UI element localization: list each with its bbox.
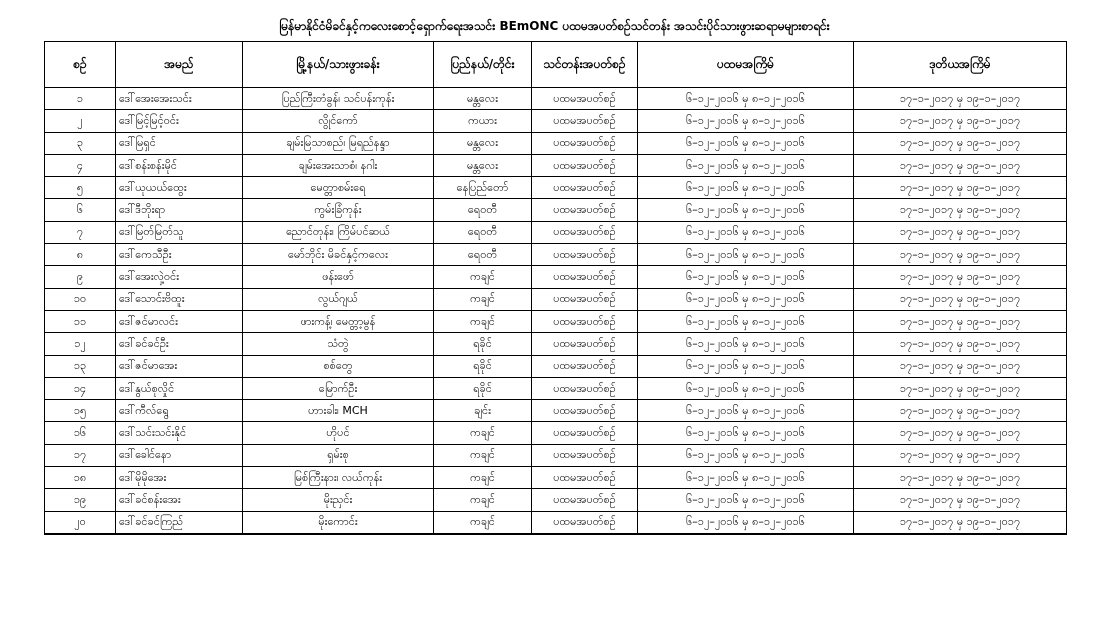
cell-first-session: ၆–၁၂–၂၀၁၆ မှ ၈–၁၂–၂၀၁၆ bbox=[638, 355, 854, 377]
cell-number: ၈ bbox=[45, 244, 116, 266]
cell-number: ၁၈ bbox=[45, 467, 116, 489]
cell-course: ပထမအပတ်စဉ် bbox=[532, 400, 638, 422]
cell-name: ဒေါ်ကေသီဦး bbox=[116, 244, 243, 266]
cell-number: ၄ bbox=[45, 154, 116, 176]
cell-number: ၂ bbox=[45, 110, 116, 132]
document-title: မြန်မာနိုင်ငံမိခင်နှင့်ကလေးစောင့်ရှောက်ရေးအသင်း BEmONC ပထမအပတ်စဉ်သင်တန်း အသင်းပိုင်သားဖွားဆရာမများစာရင်း bbox=[279, 19, 830, 33]
cell-first-session: ၆–၁၂–၂၀၁၆ မှ ၈–၁၂–၂၀၁၆ bbox=[638, 244, 854, 266]
cell-number: ၁၄ bbox=[45, 377, 116, 399]
cell-second-session: ၁၇–၁–၂၀၁၇ မှ ၁၉–၁–၂၀၁၇ bbox=[854, 444, 1067, 466]
col-header-township: မြို့နယ်/သားဖွားခန်း bbox=[243, 42, 434, 88]
cell-name: ဒေါ်မြရှင် bbox=[116, 132, 243, 154]
col-header-region: ပြည်နယ်/တိုင်း bbox=[434, 42, 532, 88]
table-row bbox=[45, 288, 1067, 310]
cell-second-session: ၁၇–၁–၂၀၁၇ မှ ၁၉–၁–၂၀၁၇ bbox=[854, 489, 1067, 511]
cell-first-session: ၆–၁၂–၂၀၁၆ မှ ၈–၁၂–၂၀၁၆ bbox=[638, 422, 854, 444]
cell-second-session: ၁၇–၁–၂၀၁၇ မှ ၁၉–၁–၂၀၁၇ bbox=[854, 221, 1067, 243]
cell-first-session: ၆–၁၂–၂၀၁၆ မှ ၈–၁၂–၂၀၁၆ bbox=[638, 333, 854, 355]
col-header-second-session: ဒုတိယအကြိမ် bbox=[854, 42, 1067, 88]
cell-region: နေပြည်တော် bbox=[434, 177, 532, 199]
table-row bbox=[45, 221, 1067, 243]
cell-second-session: ၁၇–၁–၂၀၁၇ မှ ၁၉–၁–၂၀၁၇ bbox=[854, 177, 1067, 199]
cell-first-session: ၆–၁၂–၂၀၁၆ မှ ၈–၁၂–၂၀၁၆ bbox=[638, 400, 854, 422]
cell-township: ကွမ်းခြံကုန်း bbox=[243, 199, 434, 221]
cell-region: ရေ၀တီ bbox=[434, 221, 532, 243]
cell-first-session: ၆–၁၂–၂၀၁၆ မှ ၈–၁၂–၂၀၁၆ bbox=[638, 221, 854, 243]
cell-region: ကချင် bbox=[434, 489, 532, 511]
col-header-name: အမည် bbox=[116, 42, 243, 88]
cell-first-session: ၆–၁၂–၂၀၁၆ မှ ၈–၁၂–၂၀၁၆ bbox=[638, 467, 854, 489]
cell-township: ဖန်းဖော် bbox=[243, 266, 434, 288]
cell-course: ပထမအပတ်စဉ် bbox=[532, 511, 638, 534]
cell-first-session: ၆–၁၂–၂၀၁၆ မှ ၈–၁၂–၂၀၁၆ bbox=[638, 266, 854, 288]
table-row bbox=[45, 177, 1067, 199]
cell-name: ဒေါ်သောင်းဗိထူး bbox=[116, 288, 243, 310]
cell-second-session: ၁၇–၁–၂၀၁၇ မှ ၁၉–၁–၂၀၁၇ bbox=[854, 511, 1067, 534]
table-row bbox=[45, 422, 1067, 444]
table-row bbox=[45, 199, 1067, 221]
col-header-first-session: ပထမအကြိမ် bbox=[638, 42, 854, 88]
cell-course: ပထမအပတ်စဉ် bbox=[532, 88, 638, 110]
cell-township: ဟားခါး၊ MCH bbox=[243, 400, 434, 422]
cell-number: ၁၁ bbox=[45, 310, 116, 332]
cell-first-session: ၆–၁၂–၂၀၁၆ မှ ၈–၁၂–၂၀၁၆ bbox=[638, 154, 854, 176]
cell-region: ရခိုင် bbox=[434, 333, 532, 355]
cell-region: မန္တလေး bbox=[434, 154, 532, 176]
cell-region: ကယား bbox=[434, 110, 532, 132]
cell-course: ပထမအပတ်စဉ် bbox=[532, 377, 638, 399]
table-row bbox=[45, 511, 1067, 534]
participant-table bbox=[44, 41, 1067, 535]
cell-course: ပထမအပတ်စဉ် bbox=[532, 288, 638, 310]
cell-township: ရှမ်းစု bbox=[243, 444, 434, 466]
cell-number: ၁၂ bbox=[45, 333, 116, 355]
cell-number: ၁၆ bbox=[45, 422, 116, 444]
cell-second-session: ၁၇–၁–၂၀၁၇ မှ ၁၉–၁–၂၀၁၇ bbox=[854, 377, 1067, 399]
cell-name: ဒေါ်ခင်စန်းအေး bbox=[116, 489, 243, 511]
cell-number: ၇ bbox=[45, 221, 116, 243]
cell-township: မော်ဘိုင်း မိခင်နှင့်ကလေး bbox=[243, 244, 434, 266]
table-row bbox=[45, 444, 1067, 466]
cell-township: ဟိုပင် bbox=[243, 422, 434, 444]
cell-township: လွိုင်ကော် bbox=[243, 110, 434, 132]
cell-second-session: ၁၇–၁–၂၀၁၇ မှ ၁၉–၁–၂၀၁၇ bbox=[854, 467, 1067, 489]
cell-course: ပထမအပတ်စဉ် bbox=[532, 310, 638, 332]
cell-first-session: ၆–၁၂–၂၀၁၆ မှ ၈–၁၂–၂၀၁၆ bbox=[638, 177, 854, 199]
cell-township: မိုးညှင်း bbox=[243, 489, 434, 511]
cell-first-session: ၆–၁၂–၂၀၁၆ မှ ၈–၁၂–၂၀၁၆ bbox=[638, 88, 854, 110]
cell-first-session: ၆–၁၂–၂၀၁၆ မှ ၈–၁၂–၂၀၁၆ bbox=[638, 377, 854, 399]
cell-name: ဒေါ်ဒီဘိုးရာ bbox=[116, 199, 243, 221]
cell-region: ကချင် bbox=[434, 422, 532, 444]
cell-name: ဒေါ်ဇင်မာလင်း bbox=[116, 310, 243, 332]
cell-number: ၉ bbox=[45, 266, 116, 288]
cell-region: မန္တလေး bbox=[434, 132, 532, 154]
cell-township: မိုးကောင်း bbox=[243, 511, 434, 534]
cell-first-session: ၆–၁၂–၂၀၁၆ မှ ၈–၁၂–၂၀၁၆ bbox=[638, 199, 854, 221]
table-row bbox=[45, 266, 1067, 288]
table-row bbox=[45, 400, 1067, 422]
cell-region: ရေ၀တီ bbox=[434, 199, 532, 221]
cell-first-session: ၆–၁၂–၂၀၁၆ မှ ၈–၁၂–၂၀၁၆ bbox=[638, 310, 854, 332]
cell-course: ပထမအပတ်စဉ် bbox=[532, 154, 638, 176]
cell-second-session: ၁၇–၁–၂၀၁၇ မှ ၁၉–၁–၂၀၁၇ bbox=[854, 422, 1067, 444]
cell-course: ပထမအပတ်စဉ် bbox=[532, 467, 638, 489]
cell-name: ဒေါ်မြတ်မြတ်သူ bbox=[116, 221, 243, 243]
cell-number: ၂၀ bbox=[45, 511, 116, 534]
cell-number: ၁၉ bbox=[45, 489, 116, 511]
cell-first-session: ၆–၁၂–၂၀၁၆ မှ ၈–၁၂–၂၀၁၆ bbox=[638, 288, 854, 310]
cell-second-session: ၁၇–၁–၂၀၁၇ မှ ၁၉–၁–၂၀၁၇ bbox=[854, 199, 1067, 221]
cell-name: ဒေါ်ခေါင်နော bbox=[116, 444, 243, 466]
cell-name: ဒေါ်ဇင်မာအေး bbox=[116, 355, 243, 377]
cell-course: ပထမအပတ်စဉ် bbox=[532, 444, 638, 466]
cell-number: ၁ bbox=[45, 88, 116, 110]
cell-township: ဖားကန့်၊ မေတ္တာ့မွန် bbox=[243, 310, 434, 332]
table-body bbox=[45, 88, 1067, 534]
cell-township: ညောင်တုန်း၊ ကြိမ်ပင်ဆယ် bbox=[243, 221, 434, 243]
cell-township: မြောက်ဦး bbox=[243, 377, 434, 399]
table-row bbox=[45, 310, 1067, 332]
cell-second-session: ၁၇–၁–၂၀၁၇ မှ ၁၉–၁–၂၀၁၇ bbox=[854, 244, 1067, 266]
cell-name: ဒေါ်ခင်ခင်ကြည် bbox=[116, 511, 243, 534]
col-header-number: စဉ် bbox=[45, 42, 116, 88]
cell-township: မေတ္တာစမ်းရေ bbox=[243, 177, 434, 199]
cell-course: ပထမအပတ်စဉ် bbox=[532, 132, 638, 154]
cell-second-session: ၁၇–၁–၂၀၁၇ မှ ၁၉–၁–၂၀၁၇ bbox=[854, 355, 1067, 377]
cell-second-session: ၁၇–၁–၂၀၁၇ မှ ၁၉–၁–၂၀၁၇ bbox=[854, 110, 1067, 132]
cell-second-session: ၁၇–၁–၂၀၁၇ မှ ၁၉–၁–၂၀၁၇ bbox=[854, 400, 1067, 422]
cell-name: ဒေါ်မိုမိုအေး bbox=[116, 467, 243, 489]
cell-second-session: ၁၇–၁–၂၀၁၇ မှ ၁၉–၁–၂၀၁၇ bbox=[854, 154, 1067, 176]
table-row bbox=[45, 467, 1067, 489]
cell-second-session: ၁၇–၁–၂၀၁၇ မှ ၁၉–၁–၂၀၁၇ bbox=[854, 266, 1067, 288]
table-row bbox=[45, 489, 1067, 511]
cell-second-session: ၁၇–၁–၂၀၁၇ မှ ၁၉–၁–၂၀၁၇ bbox=[854, 288, 1067, 310]
cell-course: ပထမအပတ်စဉ် bbox=[532, 333, 638, 355]
cell-township: ချမ်းမြသာစည်၊ မြရည်နန္ဒာ bbox=[243, 132, 434, 154]
cell-first-session: ၆–၁၂–၂၀၁၆ မှ ၈–၁၂–၂၀၁၆ bbox=[638, 444, 854, 466]
cell-number: ၆ bbox=[45, 199, 116, 221]
cell-course: ပထမအပတ်စဉ် bbox=[532, 110, 638, 132]
cell-region: ရခိုင် bbox=[434, 377, 532, 399]
cell-course: ပထမအပတ်စဉ် bbox=[532, 266, 638, 288]
cell-course: ပထမအပတ်စဉ် bbox=[532, 244, 638, 266]
cell-first-session: ၆–၁၂–၂၀၁၆ မှ ၈–၁၂–၂၀၁၆ bbox=[638, 132, 854, 154]
cell-name: ဒေါ်အေးအေးသင်း bbox=[116, 88, 243, 110]
cell-first-session: ၆–၁၂–၂၀၁၆ မှ ၈–၁၂–၂၀၁၆ bbox=[638, 489, 854, 511]
col-header-course: သင်တန်းအပတ်စဉ် bbox=[532, 42, 638, 88]
table-row bbox=[45, 88, 1067, 110]
cell-township: သံတွဲ bbox=[243, 333, 434, 355]
cell-township: မြစ်ကြီးနား၊ လယ်ကုန်း bbox=[243, 467, 434, 489]
table-row bbox=[45, 132, 1067, 154]
table-row bbox=[45, 355, 1067, 377]
cell-township: ပြည်ကြီးတံခွန်၊ သင်ပန်းကုန်း bbox=[243, 88, 434, 110]
table-header-row bbox=[45, 42, 1067, 88]
table-row bbox=[45, 154, 1067, 176]
table-row bbox=[45, 333, 1067, 355]
cell-region: မန္တလေး bbox=[434, 88, 532, 110]
cell-name: ဒေါ်သင်းသင်းနိုင် bbox=[116, 422, 243, 444]
cell-number: ၃ bbox=[45, 132, 116, 154]
cell-name: ဒေါ်ယုယယ်ထွေး bbox=[116, 177, 243, 199]
cell-township: လွယ်ဂျယ် bbox=[243, 288, 434, 310]
cell-second-session: ၁၇–၁–၂၀၁၇ မှ ၁၉–၁–၂၀၁၇ bbox=[854, 333, 1067, 355]
cell-number: ၁၃ bbox=[45, 355, 116, 377]
cell-course: ပထမအပတ်စဉ် bbox=[532, 422, 638, 444]
cell-name: ဒေါ်အေးလှဲ့ဝင်း bbox=[116, 266, 243, 288]
cell-region: ကချင် bbox=[434, 266, 532, 288]
cell-township: စစ်တွေ bbox=[243, 355, 434, 377]
cell-region: ကချင် bbox=[434, 288, 532, 310]
cell-name: ဒေါ်ကီလ်ရွေ bbox=[116, 400, 243, 422]
cell-course: ပထမအပတ်စဉ် bbox=[532, 355, 638, 377]
cell-second-session: ၁၇–၁–၂၀၁၇ မှ ၁၉–၁–၂၀၁၇ bbox=[854, 310, 1067, 332]
cell-name: ဒေါ်မြင့်မြင့်ဝင်း bbox=[116, 110, 243, 132]
cell-name: ဒေါ်စန်းစန်းမိုင် bbox=[116, 154, 243, 176]
table-row bbox=[45, 110, 1067, 132]
cell-name: ဒေါ်နွယ်စုလှိုင် bbox=[116, 377, 243, 399]
cell-course: ပထမအပတ်စဉ် bbox=[532, 199, 638, 221]
cell-number: ၁၀ bbox=[45, 288, 116, 310]
cell-course: ပထမအပတ်စဉ် bbox=[532, 489, 638, 511]
cell-number: ၁၇ bbox=[45, 444, 116, 466]
cell-region: ရခိုင် bbox=[434, 355, 532, 377]
cell-first-session: ၆–၁၂–၂၀၁၆ မှ ၈–၁၂–၂၀၁၆ bbox=[638, 511, 854, 534]
cell-course: ပထမအပတ်စဉ် bbox=[532, 177, 638, 199]
table-row bbox=[45, 377, 1067, 399]
cell-township: ချမ်းအေးသာစံ၊ နဂါး bbox=[243, 154, 434, 176]
cell-region: ကချင် bbox=[434, 511, 532, 534]
cell-name: ဒေါ်ခင်ခင်ဦး bbox=[116, 333, 243, 355]
cell-region: ကချင် bbox=[434, 444, 532, 466]
cell-second-session: ၁၇–၁–၂၀၁၇ မှ ၁၉–၁–၂၀၁၇ bbox=[854, 88, 1067, 110]
cell-region: ရေ၀တီ bbox=[434, 244, 532, 266]
cell-first-session: ၆–၁၂–၂၀၁၆ မှ ၈–၁၂–၂၀၁၆ bbox=[638, 110, 854, 132]
table-row bbox=[45, 244, 1067, 266]
cell-second-session: ၁၇–၁–၂၀၁၇ မှ ၁၉–၁–၂၀၁၇ bbox=[854, 132, 1067, 154]
cell-region: ချင်း bbox=[434, 400, 532, 422]
cell-region: ကချင် bbox=[434, 467, 532, 489]
cell-number: ၁၅ bbox=[45, 400, 116, 422]
cell-course: ပထမအပတ်စဉ် bbox=[532, 221, 638, 243]
cell-region: ကချင် bbox=[434, 310, 532, 332]
cell-number: ၅ bbox=[45, 177, 116, 199]
